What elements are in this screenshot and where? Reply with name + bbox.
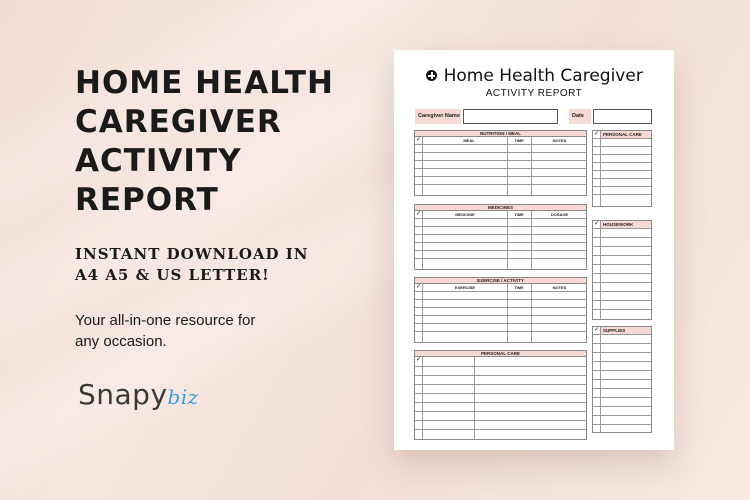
description-line: any occasion.: [75, 333, 167, 350]
sheet-title-text: Home Health Caregiver: [443, 66, 643, 86]
check-icon: ✓: [416, 284, 422, 290]
brand-logo: [78, 378, 199, 411]
check-icon: ✓: [416, 211, 422, 217]
column-header: MEAL: [463, 138, 475, 143]
housework-section: [592, 220, 652, 320]
brand-accent: biz: [167, 385, 199, 409]
medicines-table: [414, 211, 587, 270]
personal-care-left-section: [414, 350, 587, 440]
description-line: Your all-in-one resource for: [75, 312, 256, 329]
personal-care-table: [414, 357, 587, 440]
medical-cross-icon: [426, 70, 437, 81]
check-icon: ✓: [416, 137, 422, 143]
column-header: EXERCISE: [454, 285, 476, 290]
nutrition-table: [414, 137, 587, 196]
column-header: MEDICINE: [455, 212, 475, 217]
exercise-title: EXERCISE / ACTIVITY: [414, 277, 587, 284]
headline-line: ACTIVITY REPORT: [75, 143, 242, 218]
personal-care-title: PERSONAL CARE: [414, 350, 587, 357]
nutrition-section: [414, 130, 587, 196]
personal-care-right-section: [592, 130, 652, 207]
caregiver-name-label: Caregiver Name: [415, 109, 461, 124]
personal-care-right-title: PERSONAL CARE: [600, 131, 651, 138]
nutrition-title: NUTRITION / MEAL: [414, 130, 587, 137]
check-icon: ✓: [594, 131, 600, 137]
housework-title: HOUSEWORK: [600, 221, 651, 228]
column-header: DOSAGE: [550, 212, 569, 217]
subheading-line: INSTANT DOWNLOAD IN: [75, 245, 309, 263]
medicines-title: MEDICINES: [414, 204, 587, 211]
subheading-line: A4 A5 & US LETTER!: [75, 266, 270, 284]
column-header: TIME: [514, 138, 524, 143]
promo-text: [75, 64, 395, 352]
brand-main: Snapy: [78, 378, 168, 411]
column-header: NOTES: [552, 285, 567, 290]
check-icon: ✓: [416, 357, 422, 363]
date-field[interactable]: [593, 109, 652, 124]
medicines-section: [414, 204, 587, 270]
headline-line: HOME HEALTH: [75, 65, 334, 101]
column-header: NOTES: [552, 138, 567, 143]
headline-line: CAREGIVER: [75, 104, 282, 140]
column-header: TIME: [514, 212, 524, 217]
sheet-subtitle: ACTIVITY REPORT: [485, 88, 583, 99]
personal-care-checklist: [592, 130, 652, 207]
check-icon: ✓: [594, 327, 600, 333]
caregiver-name-field[interactable]: [463, 109, 558, 124]
sheet-title: [394, 66, 674, 86]
promo-subheading: [75, 244, 395, 286]
promo-headline: [75, 64, 395, 220]
printable-sheet: [394, 50, 674, 450]
date-label: Date: [569, 109, 591, 124]
exercise-table: [414, 284, 587, 343]
check-icon: ✓: [594, 221, 600, 227]
supplies-title: SUPPLIES: [600, 327, 651, 334]
supplies-section: [592, 326, 652, 433]
column-header: TIME: [514, 285, 524, 290]
exercise-section: [414, 277, 587, 343]
housework-checklist: [592, 220, 652, 320]
supplies-checklist: [592, 326, 652, 433]
promo-description: [75, 310, 395, 352]
